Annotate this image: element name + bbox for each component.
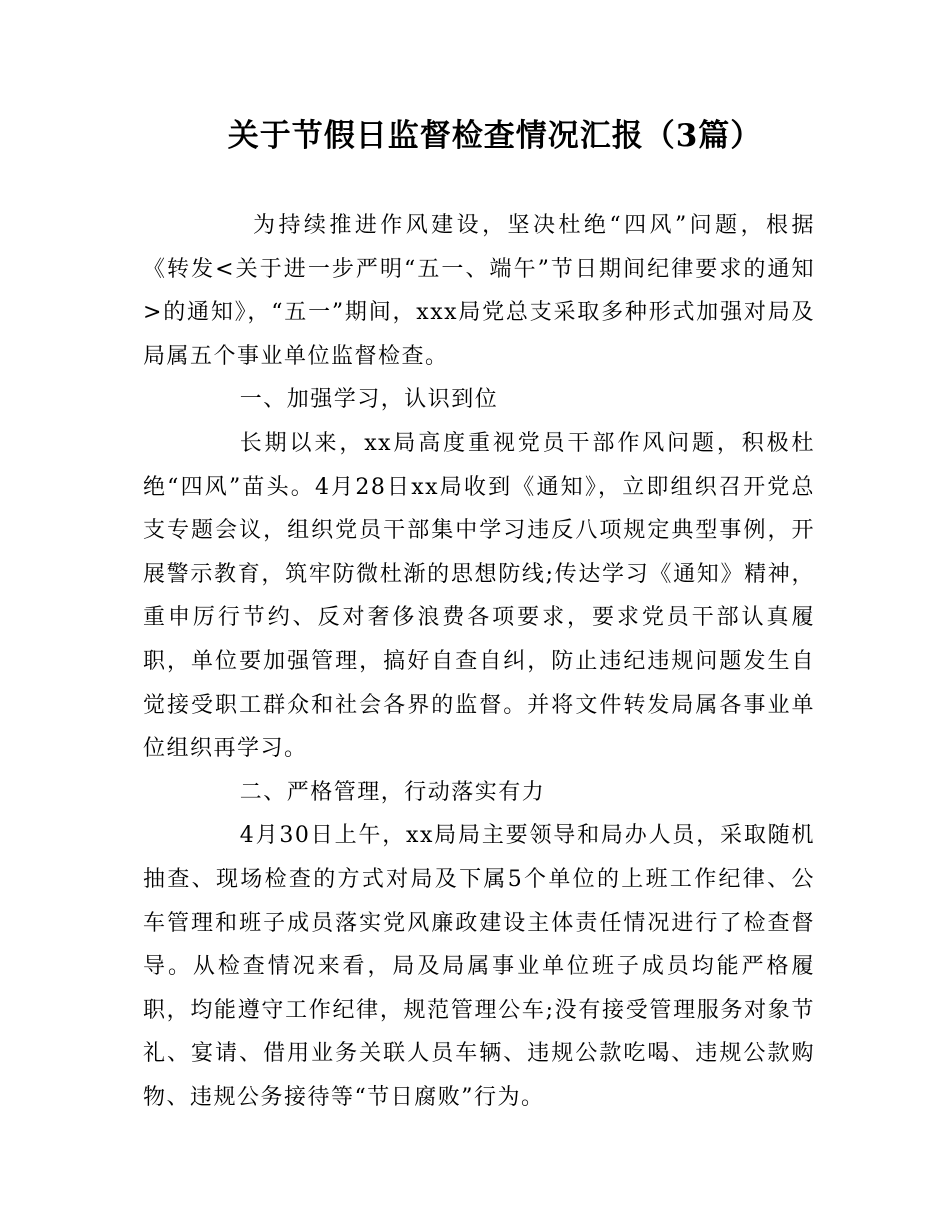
section-heading-1: 一、加强学习，认识到位 (239, 387, 499, 413)
document-body (143, 204, 815, 1119)
section-heading-2: 二、严格管理，行动落实有力 (239, 779, 546, 805)
section-1-paragraph: 长期以来，xx局高度重视党员干部作风问题，积极杜绝“四风”苗头。4月28日xx局收到《通知》，立即组织召开党总支专题会议，组织党员干部集中学习违反八项规定典型事例，开展警示教育，筑牢防微杜渐的思想防线;传达学习《通知》精神，重申厉行节约、反对奢侈浪费各项要求，要求党员干部认真履职，单位要加强管理，搞好自查自纠，防止违纪违规问题发生自觉接受职工群众和社会各界的监督。并将文件转发局属各事业单位组织再学习。 (143, 430, 815, 762)
intro-paragraph: 为持续推进作风建设，坚决杜绝“四风”问题，根据《转发<关于进一步严明“五一、端午”节日期间纪律要求的通知>的通知》，“五一”期间，xxx局党总支采取多种形式加强对局及局属五个事业单位监督检查。 (143, 213, 815, 369)
section-2-paragraph: 4月30日上午，xx局局主要领导和局办人员，采取随机抽查、现场检查的方式对局及下属5个单位的上班工作纪律、公车管理和班子成员落实党风廉政建设主体责任情况进行了检查督导。从检查情况来看，局及局属事业单位班子成员均能严格履职，均能遵守工作纪律，规范管理公车;没有接受管理服务对象节礼、宴请、借用业务关联人员车辆、违规公款吃喝、违规公款购物、违规公务接待等“节日腐败”行为。 (143, 823, 815, 1110)
document-title: 关于节假日监督检查情况汇报（3篇） (227, 118, 763, 154)
